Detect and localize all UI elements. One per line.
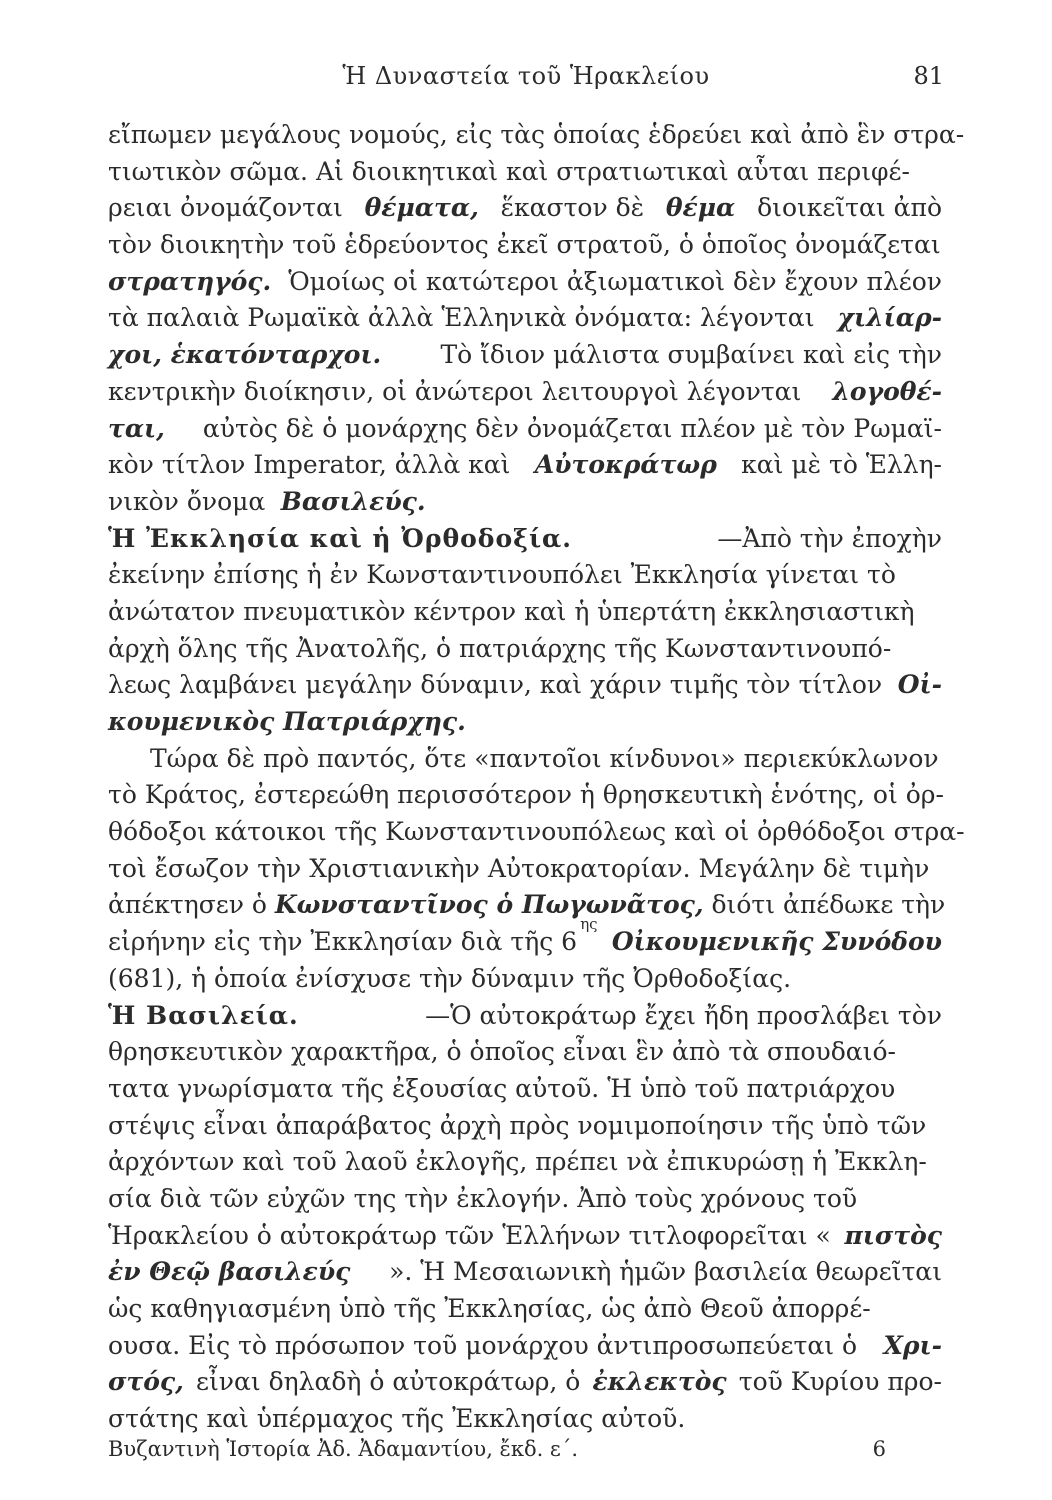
emphasized-term: ἐν Θεῷ βασιλεύς xyxy=(108,1257,351,1287)
text-line xyxy=(108,814,965,851)
text-run: εἶναι δηλαδὴ ὁ αὐτοκράτωρ, ὁ xyxy=(188,1367,589,1397)
text-line xyxy=(108,1218,942,1255)
section-heading: Ἡ Ἐκκλησία καὶ ἡ Ὀρθοδοξία. xyxy=(108,523,572,553)
text-line xyxy=(108,1071,942,1108)
text-line xyxy=(108,447,942,484)
text-run: κεντρικὴν διοίκησιν, οἱ ἀνώτεροι λειτουργοὶ λέγονται xyxy=(108,376,810,406)
text-run: ἀρχόντων καὶ τοῦ λαοῦ ἐκλογῆς, πρέπει νὰ ἐπικυρώσῃ ἡ Ἐκκλη- xyxy=(108,1147,927,1177)
emphasized-term: Κωνσταντῖνος ὁ Πωγωνᾶτος, xyxy=(274,890,704,920)
text-run: εἴπωμεν μεγάλους νομούς, εἰς τὰς ὁποίας ἑδρεύει καὶ ἀπὸ ἓν στρα- xyxy=(108,120,965,149)
text-line xyxy=(108,594,942,631)
text-line xyxy=(108,1291,942,1328)
text-line xyxy=(108,154,942,191)
text-run: τατα γνωρίσματα τῆς ἐξουσίας αὐτοῦ. Ἡ ὑπὸ τοῦ πατριάρχου xyxy=(108,1073,896,1103)
text-line xyxy=(108,557,942,594)
text-run: ἕκαστον δὲ xyxy=(492,193,653,223)
text-line xyxy=(108,887,946,924)
text-run: διοικεῖται ἀπὸ xyxy=(749,193,942,223)
text-line xyxy=(108,1034,942,1071)
emphasized-term: Βασιλεύς. xyxy=(280,486,426,516)
text-run: στέψις εἶναι ἀπαράβατος ἀρχὴ πρὸς νομιμοποίησιν τῆς ὑπὸ τῶν xyxy=(108,1110,927,1140)
text-run: θόδοξοι κάτοικοι τῆς Κωνσταντινουπόλεως καὶ οἱ ὀρθόδοξοι στρα- xyxy=(108,817,965,847)
text-run: τοὶ ἔσωζον τὴν Χριστιανικὴν Αὐτοκρατορίαν. Μεγάλην δὲ τιμὴν xyxy=(108,853,930,883)
text-line xyxy=(108,631,942,668)
emphasized-term: πιστὸς xyxy=(844,1220,942,1250)
page-number: 81 xyxy=(913,62,944,90)
text-run: λεως λαμβάνει μεγάλην δύναμιν, καὶ χάριν τιμῆς τὸν τίτλον xyxy=(108,670,891,700)
text-line xyxy=(108,667,942,704)
footer-signature: Βυζαντινὴ Ἱστορία Ἀδ. Ἀδαμαντίου, ἔκδ. ε΄. xyxy=(108,1437,578,1461)
text-run: τοῦ Κυρίου προ- xyxy=(730,1367,942,1397)
text-run: αὐτὸς δὲ ὁ μονάρχης δὲν ὀνομάζεται πλέον μὲ τὸν Ρωμαϊ- xyxy=(194,413,942,443)
text-line xyxy=(108,1108,942,1145)
text-run: ἐκείνην ἐπίσης ἡ ἐν Κωνσταντινουπόλει Ἐκκλησία γίνεται τὸ xyxy=(108,560,896,590)
text-run xyxy=(601,924,609,961)
page-footer xyxy=(108,1437,944,1467)
text-line xyxy=(108,741,942,778)
text-line xyxy=(108,961,942,998)
text-run: κὸν τίτλον Imperator, ἀλλὰ καὶ xyxy=(108,450,519,480)
emphasized-term: λογοθέ- xyxy=(832,376,942,406)
sheet-number: 6 xyxy=(872,1437,886,1461)
text-line xyxy=(108,374,942,411)
text-line xyxy=(108,1401,942,1438)
text-line xyxy=(108,337,942,374)
text-run: τὸ Κράτος, ἐστερεώθη περισσότερον ἡ θρησκευτικὴ ἑνότης, οἱ ὀρ- xyxy=(108,780,944,810)
text-run: ἀρχὴ ὅλης τῆς Ἀνατολῆς, ὁ πατριάρχης τῆς Κωνσταντινουπό- xyxy=(108,633,892,663)
running-title: Ἡ Δυναστεία τοῦ Ἡρακλείου xyxy=(342,62,710,90)
emphasized-term: Οἰ- xyxy=(897,670,942,700)
text-run: Ἡρακλείου ὁ αὐτοκράτωρ τῶν Ἑλλήνων τιτλοφορεῖται « xyxy=(108,1220,831,1250)
text-line xyxy=(108,1144,942,1181)
text-run: στάτης καὶ ὑπέρμαχος τῆς Ἐκκλησίας αὐτοῦ. xyxy=(108,1404,686,1434)
text-line xyxy=(108,117,965,154)
emphasized-term: ἐκλεκτὸς xyxy=(592,1367,727,1397)
text-line xyxy=(108,190,942,227)
text-line xyxy=(108,1328,942,1365)
emphasized-term: θέμα xyxy=(665,193,736,223)
text-line xyxy=(108,1364,942,1401)
text-run: Ὁμοίως οἱ κατώτεροι ἀξιωματικοὶ δὲν ἔχουν πλέον xyxy=(280,266,942,296)
text-run: ἀνώτατον πνευματικὸν κέντρον καὶ ἡ ὑπερτάτη ἐκκλησιαστικὴ xyxy=(108,596,915,626)
emphasized-term: Αὐτοκράτωρ xyxy=(534,450,717,480)
text-line xyxy=(108,300,942,337)
text-run: τιωτικὸν σῶμα. Αἱ διοικητικαὶ καὶ στρατιωτικαὶ αὗται περιφέ- xyxy=(108,156,910,186)
text-line xyxy=(108,411,942,448)
emphasized-term: Οἰκουμενικῆς Συνόδου xyxy=(611,927,942,957)
text-run: (681), ἡ ὁποία ἐνίσχυσε τὴν δύναμιν τῆς Ὀρθοδοξίας. xyxy=(108,963,792,993)
text-line xyxy=(108,998,942,1035)
text-run: ὡς καθηγιασμένη ὑπὸ τῆς Ἐκκλησίας, ὡς ἀπὸ Θεοῦ ἀπορρέ- xyxy=(108,1294,871,1323)
text-run: —Ὁ αὐτοκράτωρ ἔχει ἤδη προσλάβει τὸν xyxy=(425,1000,942,1030)
text-line xyxy=(108,851,942,888)
text-run: ουσα. Εἰς τὸ πρόσωπον τοῦ μονάρχου ἀντιπροσωπεύεται ὁ xyxy=(108,1330,865,1360)
text-run: νικὸν ὄνομα xyxy=(108,486,274,516)
text-line xyxy=(108,704,942,741)
text-line xyxy=(108,484,942,521)
text-run: Τώρα δὲ πρὸ παντός, ὅτε «παντοῖοι κίνδυνοι» περιεκύκλωνον xyxy=(150,743,939,773)
text-run: διότι ἀπέδωκε τὴν xyxy=(703,890,946,920)
text-run: ἀπέκτησεν ὁ xyxy=(108,890,275,920)
text-run: εἰρήνην εἰς τὴν Ἐκκλησίαν διὰ τῆς 6 xyxy=(108,927,578,957)
emphasized-term: ται, xyxy=(108,413,165,443)
body-text xyxy=(108,117,965,1438)
text-run: τὰ παλαιὰ Ρωμαϊκὰ ἀλλὰ Ἑλληνικὰ ὀνόματα: λέγονται xyxy=(108,303,823,333)
section-heading: Ἡ Βασιλεία. xyxy=(108,1000,299,1030)
emphasized-term: κουμενικὸς Πατριάρχης. xyxy=(108,707,466,736)
text-run: Τὸ ἴδιον μάλιστα συμβαίνει καὶ εἰς τὴν xyxy=(432,340,942,370)
emphasized-term: Χρι- xyxy=(883,1330,942,1360)
text-line xyxy=(108,1254,942,1291)
emphasized-term: θέματα, xyxy=(364,193,479,223)
text-run: τὸν διοικητὴν τοῦ ἑδρεύοντος ἐκεῖ στρατοῦ, ὁ ὁποῖος ὀνομάζεται xyxy=(108,230,941,260)
text-line xyxy=(108,777,942,814)
text-run: ». Ἡ Μεσαιωνικὴ ἡμῶν βασιλεία θεωρεῖται xyxy=(389,1257,942,1287)
text-run: —Ἀπὸ τὴν ἐποχὴν xyxy=(717,523,942,553)
emphasized-term: στρατηγός. xyxy=(108,266,272,296)
text-run: ρειαι ὀνομάζονται xyxy=(108,193,351,223)
text-run: καὶ μὲ τὸ Ἑλλη- xyxy=(733,450,942,480)
text-line xyxy=(108,1181,942,1218)
text-line xyxy=(108,264,942,301)
text-line xyxy=(108,521,942,558)
running-head xyxy=(108,62,944,92)
emphasized-term: χιλίαρ- xyxy=(837,303,942,333)
emphasized-term: στός, xyxy=(108,1367,184,1397)
emphasized-term: χοι, ἑκατόνταρχοι. xyxy=(108,340,382,370)
text-run: σία διὰ τῶν εὐχῶν της τὴν ἐκλογήν. Ἀπὸ τοὺς χρόνους τοῦ xyxy=(108,1183,858,1213)
superscript: ης xyxy=(580,915,598,934)
text-line xyxy=(108,227,942,264)
text-run: θρησκευτικὸν χαρακτῆρα, ὁ ὁποῖος εἶναι ἓν ἀπὸ τὰ σπουδαιό- xyxy=(108,1037,896,1067)
text-line xyxy=(108,915,942,961)
